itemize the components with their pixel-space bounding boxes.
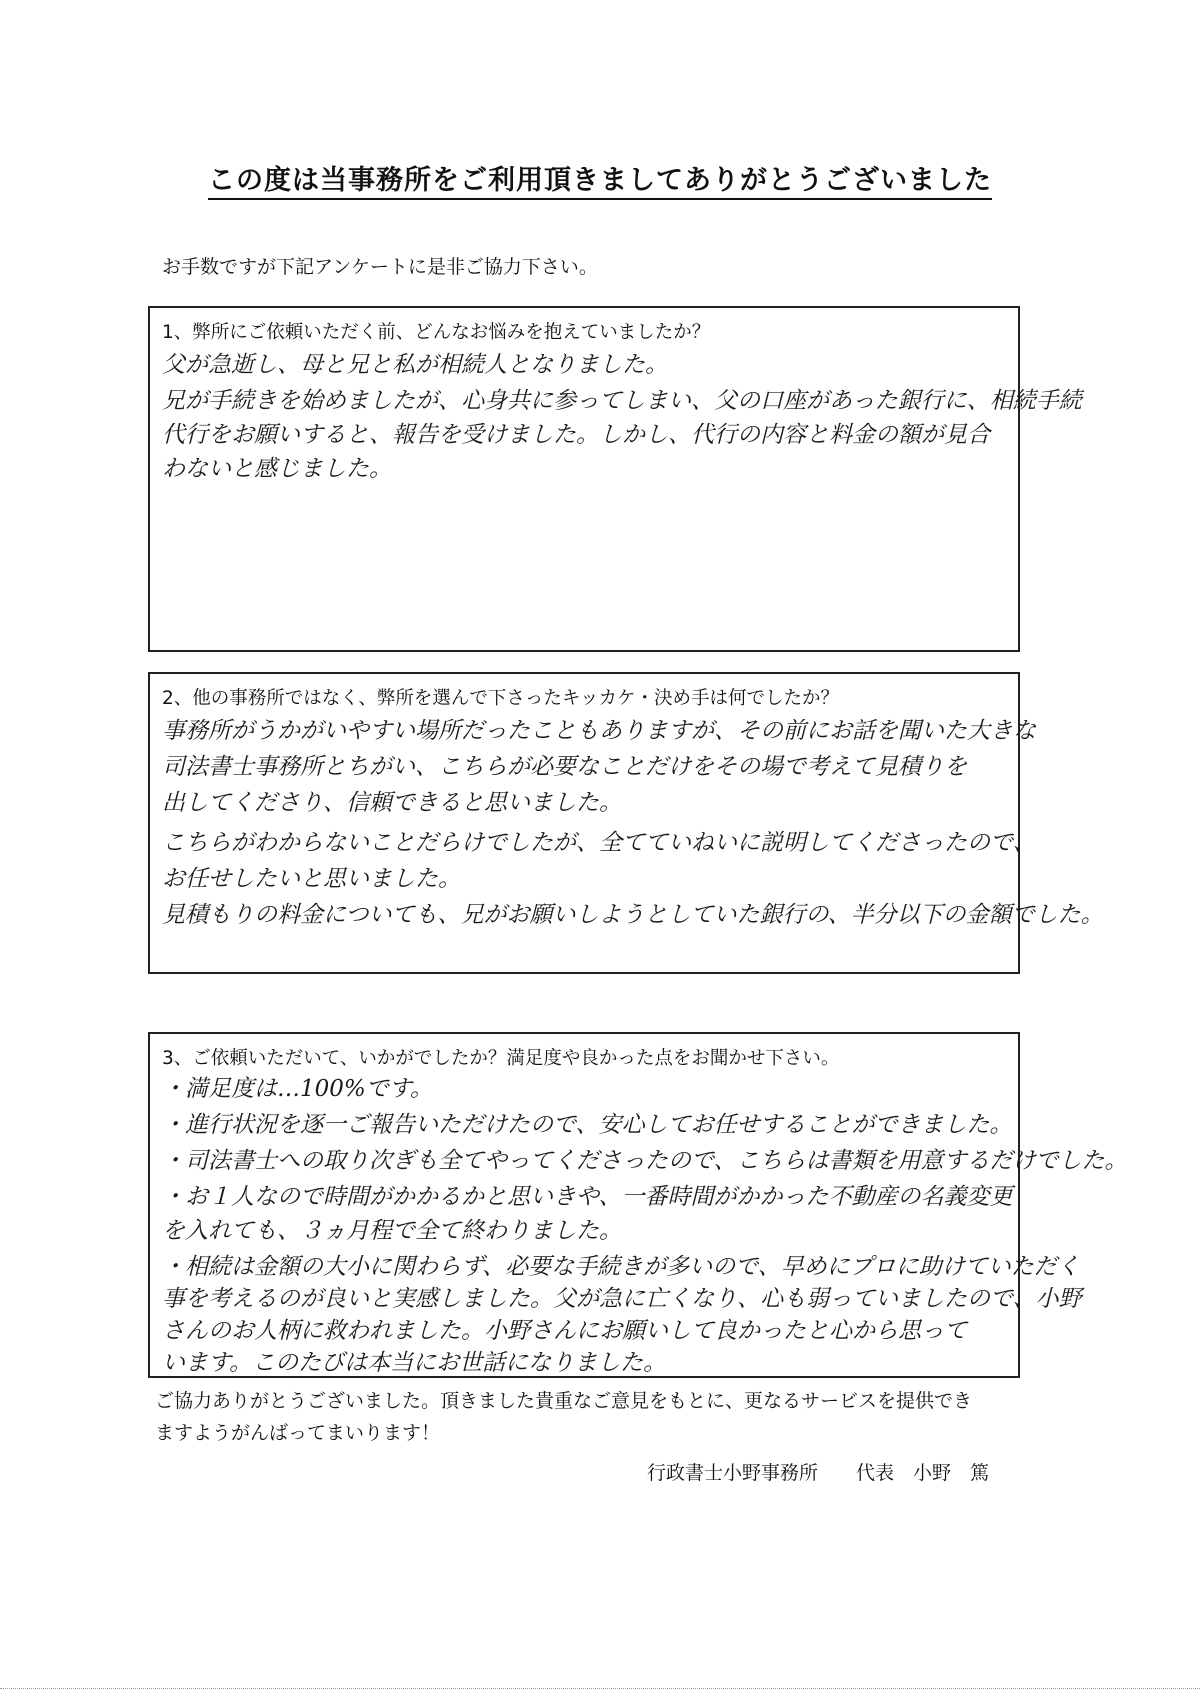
answer-1-line: 父が急逝し、母と兄と私が相続人となりました。 <box>162 352 668 378</box>
question-box-2 <box>148 672 1104 974</box>
page-title <box>0 158 1200 197</box>
answer-2-line: こちらがわからないことだらけでしたが、全てていねいに説明してくださったので、 <box>162 830 1036 856</box>
closing-text: ますようがんばってまいります！ <box>155 1422 441 1444</box>
question-3-text: 3、ご依頼いただいて、いかがでしたか？満足度や良かった点をお聞かせ下さい。 <box>162 1048 840 1069</box>
answer-3-line: ・お１人なので時間がかかるかと思いきや、一番時間がかかった不動産の名義変更 <box>162 1184 1013 1210</box>
closing-text: ご協力ありがとうございました。頂きました貴重なご意見をもとに、更なるサービスを提供でき <box>155 1390 973 1412</box>
answer-1-line: 兄が手続きを始めましたが、心身共に参ってしまい、父の口座があった銀行に、相続手続 <box>162 388 1082 414</box>
answer-2-line: お任せしたいと思いました。 <box>162 866 461 892</box>
answer-3-line: さんのお人柄に救われました。小野さんにお願いして良かったと心から思って <box>162 1318 967 1344</box>
question-box-3 <box>148 1032 1128 1378</box>
answer-3-line: います。このたびは本当にお世話になりました。 <box>162 1350 667 1376</box>
question-box-1 <box>148 306 1082 652</box>
answer-3-line: 事を考えるのが良いと実感しました。父が急に亡くなり、心も弱っていましたので、小野 <box>162 1286 1082 1312</box>
answer-3-line: ・司法書士への取り次ぎも全てやってくださったので、こちらは書類を用意するだけでした。 <box>162 1148 1128 1174</box>
answer-3-line: ・満足度は…100%です。 <box>162 1076 433 1102</box>
answer-3-line: ・相続は金額の大小に関わらず、必要な手続きが多いので、早めにプロに助けていただく <box>162 1254 1080 1280</box>
page-title-text: この度は当事務所をご利用頂きましてありがとうございました <box>208 165 992 200</box>
question-1-text: 1、弊所にご依頼いただく前、どんなお悩みを抱えていましたか？ <box>162 322 711 343</box>
answer-3-line: を入れても、３ヵ月程で全て終わりました。 <box>162 1218 622 1244</box>
answer-3-line: ・進行状況を逐一ご報告いただけたので、安心してお任せすることができました。 <box>162 1112 1013 1138</box>
answer-2-line: 見積もりの料金についても、兄がお願いしようとしていた銀行の、半分以下の金額でした。 <box>162 902 1104 928</box>
answer-1-line: 代行をお願いすると、報告を受けました。しかし、代行の内容と料金の額が見合 <box>162 422 990 448</box>
office-signature: 行政書士小野事務所 代表 小野 篤 <box>647 1462 990 1484</box>
footer-divider <box>0 1688 1200 1689</box>
intro-text: お手数ですが下記アンケートに是非ご協力下さい。 <box>162 256 598 278</box>
answer-2-line: 出してくださり、信頼できると思いました。 <box>162 790 622 816</box>
question-2-text: 2、他の事務所ではなく、弊所を選んで下さったキッカケ・決め手は何でしたか？ <box>162 688 840 709</box>
answer-2-line: 事務所がうかがいやすい場所だったこともありますが、その前にお話を聞いた大きな <box>162 718 1036 744</box>
answer-1-line: わないと感じました。 <box>162 456 392 482</box>
answer-2-line: 司法書士事務所とちがい、こちらが必要なことだけをその場で考えて見積りを <box>162 754 967 780</box>
